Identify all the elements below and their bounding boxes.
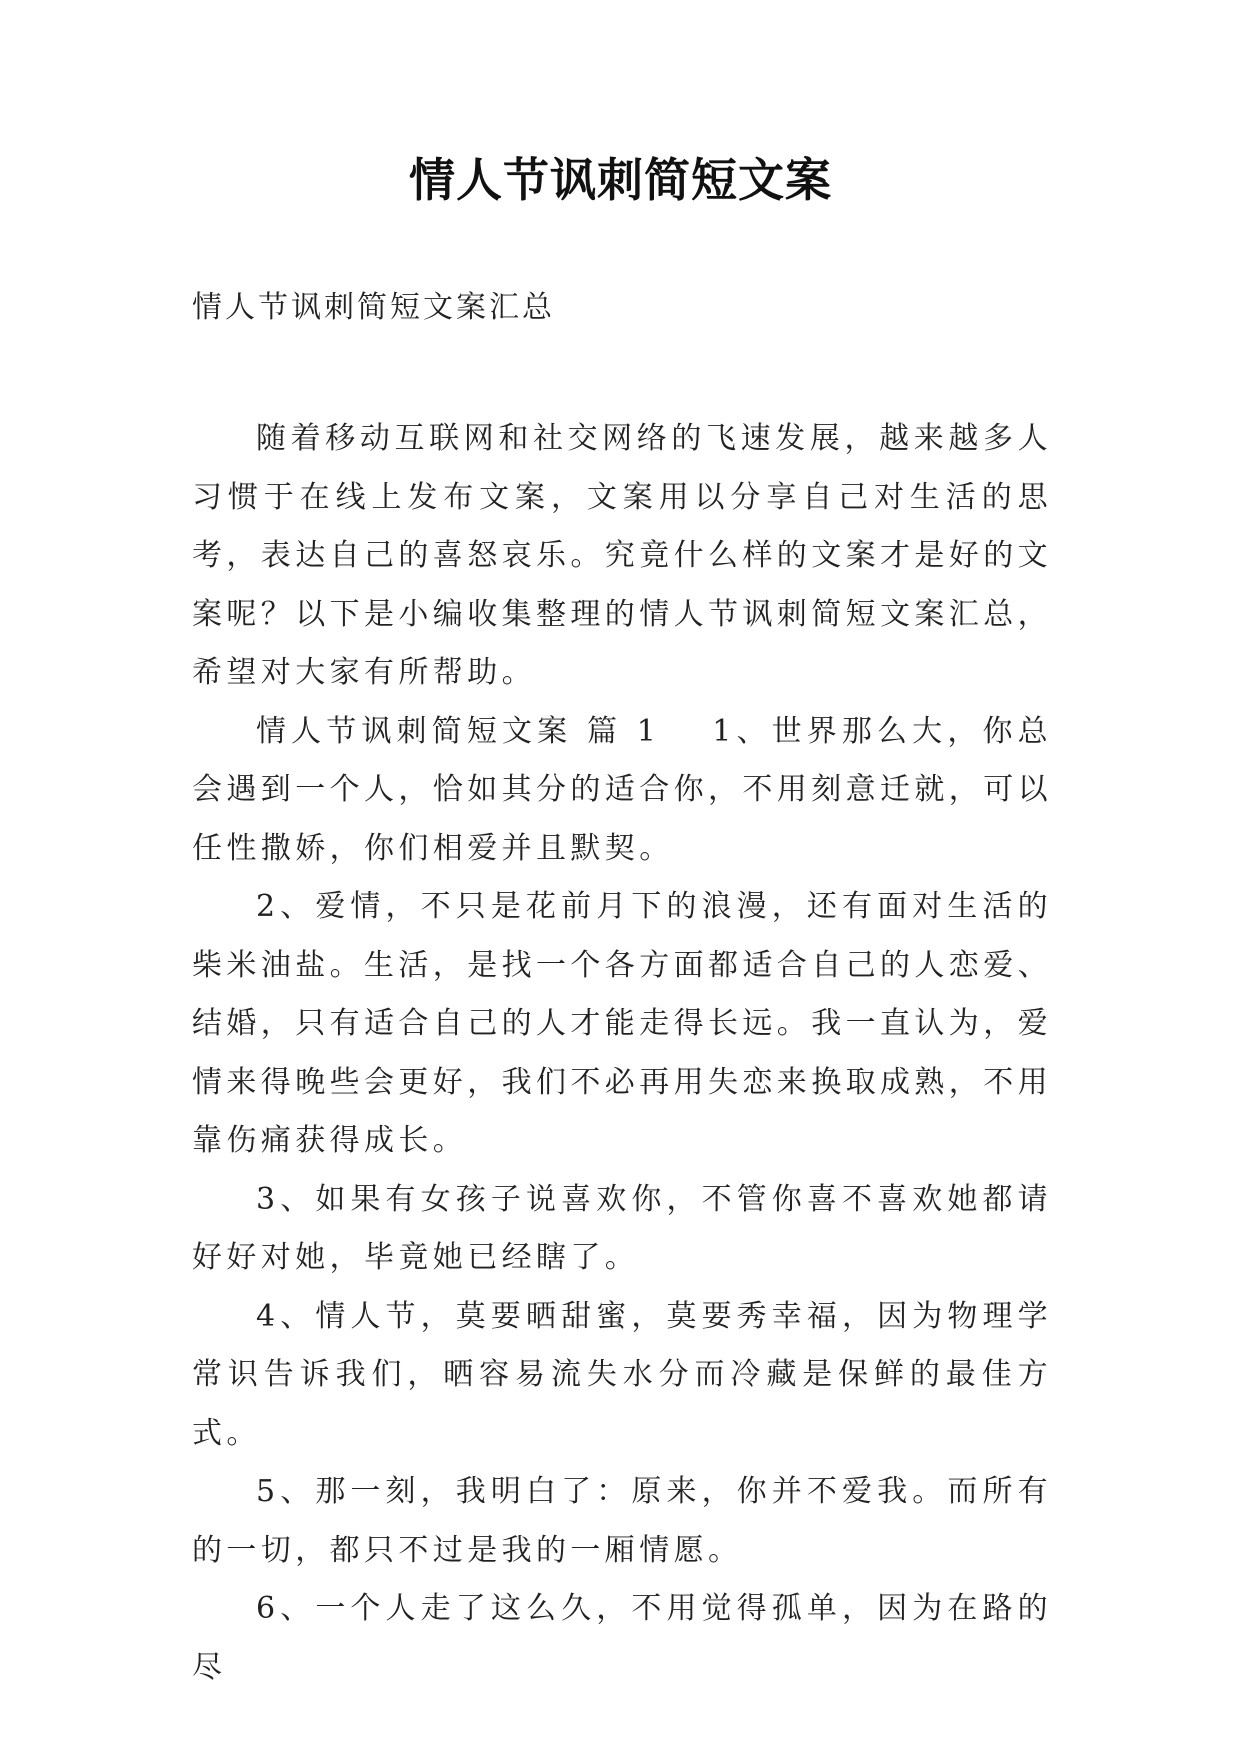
document-title: 情人节讽刺简短文案	[409, 153, 832, 207]
section-heading: 情人节讽刺简短文案 篇 1	[256, 713, 661, 749]
intro-paragraph: 随着移动互联网和社交网络的飞速发展，越来越多人习惯于在线上发布文案，文案用以分享自己对生活的思考，表达自己的喜怒哀乐。究竟什么样的文案才是好的文案呢？以下是小编收集整理的情人节讽刺简短文案汇总，希望对大家有所帮助。	[192, 421, 1052, 690]
section-first-paragraph	[192, 703, 1052, 879]
item-paragraph: 4、情人节，莫要晒甜蜜，莫要秀幸福，因为物理学常识告诉我们，晒容易流失水分而冷藏是保鲜的最佳方式。	[192, 1298, 1052, 1451]
document-body	[192, 410, 1052, 1697]
item-paragraph: 2、爱情，不只是花前月下的浪漫，还有面对生活的柴米油盐。生活，是找一个各方面都适合自己的人恋爱、结婚，只有适合自己的人才能走得长远。我一直认为，爱情来得晚些会更好，我们不必再用失恋来换取成熟，不用靠伤痛获得成长。	[192, 889, 1052, 1158]
item-paragraph: 3、如果有女孩子说喜欢你，不管你喜不喜欢她都请好好对她，毕竟她已经瞎了。	[192, 1181, 1052, 1275]
item-paragraph: 5、那一刻，我明白了：原来，你并不爱我。而所有的一切，都只不过是我的一厢情愿。	[192, 1474, 1052, 1568]
item-paragraph: 1、世界那么大，你总会遇到一个人，恰如其分的适合你，不用刻意迁就，可以任性撒娇，你们相爱并且默契。	[192, 713, 1052, 866]
item-paragraph: 6、一个人走了这么久，不用觉得孤单，因为在路的尽	[192, 1591, 1052, 1685]
document-subtitle: 情人节讽刺简短文案汇总	[192, 290, 555, 325]
